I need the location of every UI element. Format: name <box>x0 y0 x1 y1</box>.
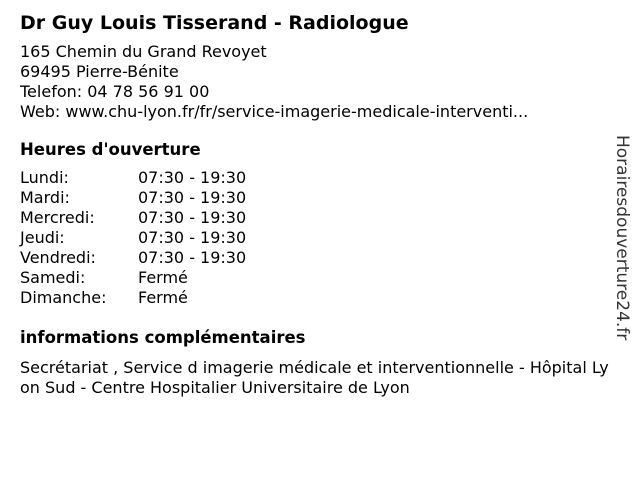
info-text: Secrétariat , Service d imagerie médicale et interventionnelle - Hôpital Lyon Sud - Centre Hospitalier Universitaire de Lyon <box>20 358 609 397</box>
day-label: Dimanche: <box>20 288 107 307</box>
time-value: 07:30 - 19:30 <box>138 228 247 247</box>
time-value: 07:30 - 19:30 <box>138 188 247 207</box>
hours-row-thursday <box>20 228 610 248</box>
hours-row-monday <box>20 168 610 188</box>
phone-number: Telefon: 04 78 56 91 00 <box>20 82 210 101</box>
website-link[interactable]: Web: www.chu-lyon.fr/fr/service-imagerie-medicale-interventi... <box>20 102 529 121</box>
hours-row-saturday <box>20 268 610 288</box>
address-block <box>20 42 610 122</box>
hours-row-tuesday <box>20 188 610 208</box>
address-city: 69495 Pierre-Bénite <box>20 62 179 81</box>
day-label: Mercredi: <box>20 208 95 227</box>
time-value: 07:30 - 19:30 <box>138 168 247 187</box>
time-value: Fermé <box>138 288 188 307</box>
day-label: Lundi: <box>20 168 69 187</box>
listing-card <box>20 10 610 398</box>
day-label: Mardi: <box>20 188 70 207</box>
day-label: Samedi: <box>20 268 86 287</box>
page-title: Dr Guy Louis Tisserand - Radiologue <box>20 12 409 34</box>
info-heading: informations complémentaires <box>20 328 306 347</box>
hours-heading: Heures d'ouverture <box>20 140 201 159</box>
time-value: 07:30 - 19:30 <box>138 248 247 267</box>
day-label: Jeudi: <box>20 228 65 247</box>
address-street: 165 Chemin du Grand Revoyet <box>20 42 267 61</box>
time-value: 07:30 - 19:30 <box>138 208 247 227</box>
hours-table <box>20 168 610 308</box>
hours-row-friday <box>20 248 610 268</box>
day-label: Vendredi: <box>20 248 96 267</box>
site-watermark: Horairesdouverture24.fr <box>612 135 632 341</box>
time-value: Fermé <box>138 268 188 287</box>
hours-row-wednesday <box>20 208 610 228</box>
hours-row-sunday <box>20 288 610 308</box>
